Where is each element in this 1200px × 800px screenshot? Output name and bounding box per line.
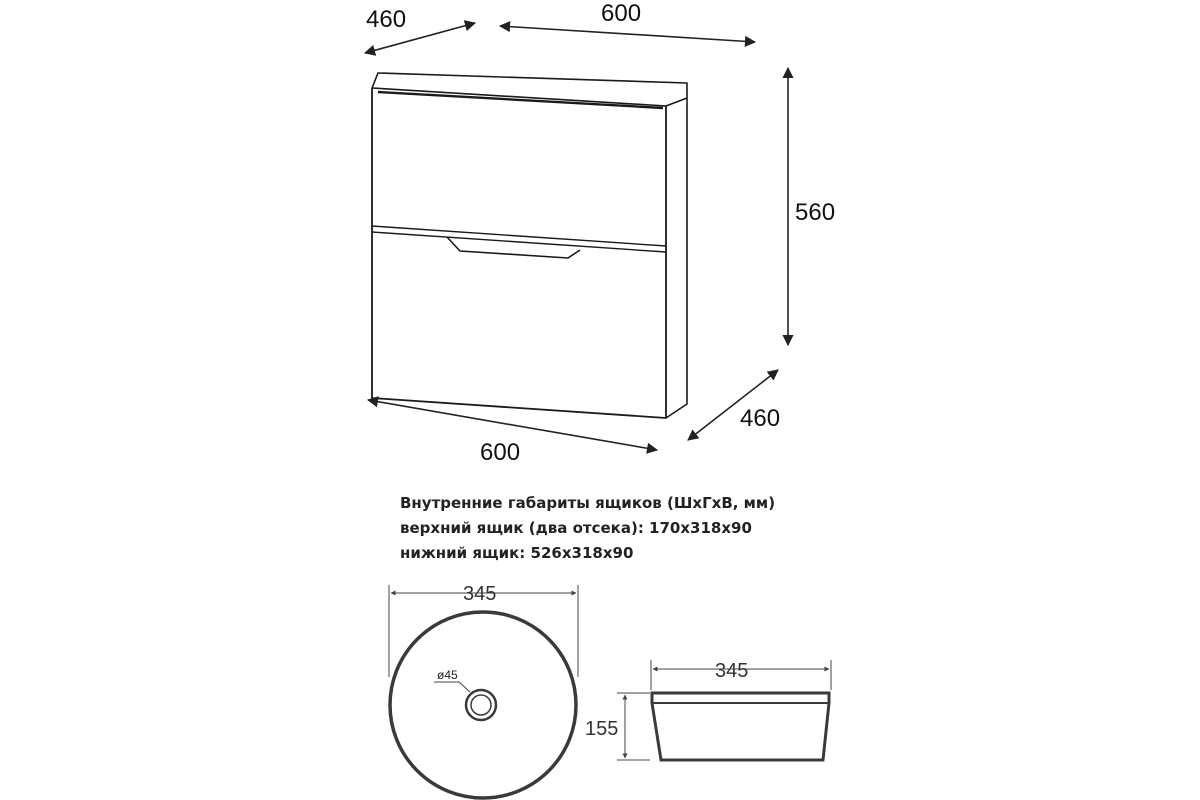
top-drawer [378, 92, 663, 108]
drawer-dimensions-notes [400, 491, 775, 566]
dim-arrow-width-top [500, 26, 755, 42]
notes-upper-drawer: верхний ящик (два отсека): 170x318x90 [400, 519, 752, 537]
drawer-handle [447, 237, 580, 258]
cabinet-drawing [372, 73, 687, 418]
dim-basin-diameter: 345 [463, 583, 497, 605]
dim-basin-height: 155 [585, 718, 619, 740]
cabinet-front [372, 88, 666, 418]
dim-drain-diameter: ø45 [437, 668, 458, 682]
notes-lower-drawer: нижний ящик: 526x318x90 [400, 544, 634, 562]
drain-inner [471, 695, 491, 715]
cabinet-side [666, 98, 687, 418]
drain-leader [434, 682, 470, 692]
dim-width-top: 600 [601, 0, 642, 27]
dim-depth-top: 460 [366, 6, 407, 33]
dim-depth-bottom: 460 [740, 405, 781, 432]
dim-basin-side-width: 345 [715, 660, 749, 682]
dim-width-bottom: 600 [480, 439, 521, 466]
basin-top-view [389, 585, 578, 798]
notes-heading: Внутренние габариты ящиков (ШхГхВ, мм) [400, 494, 776, 512]
drawer-gap [372, 226, 666, 252]
dim-height: 560 [795, 199, 836, 226]
basin-rim [390, 612, 576, 798]
